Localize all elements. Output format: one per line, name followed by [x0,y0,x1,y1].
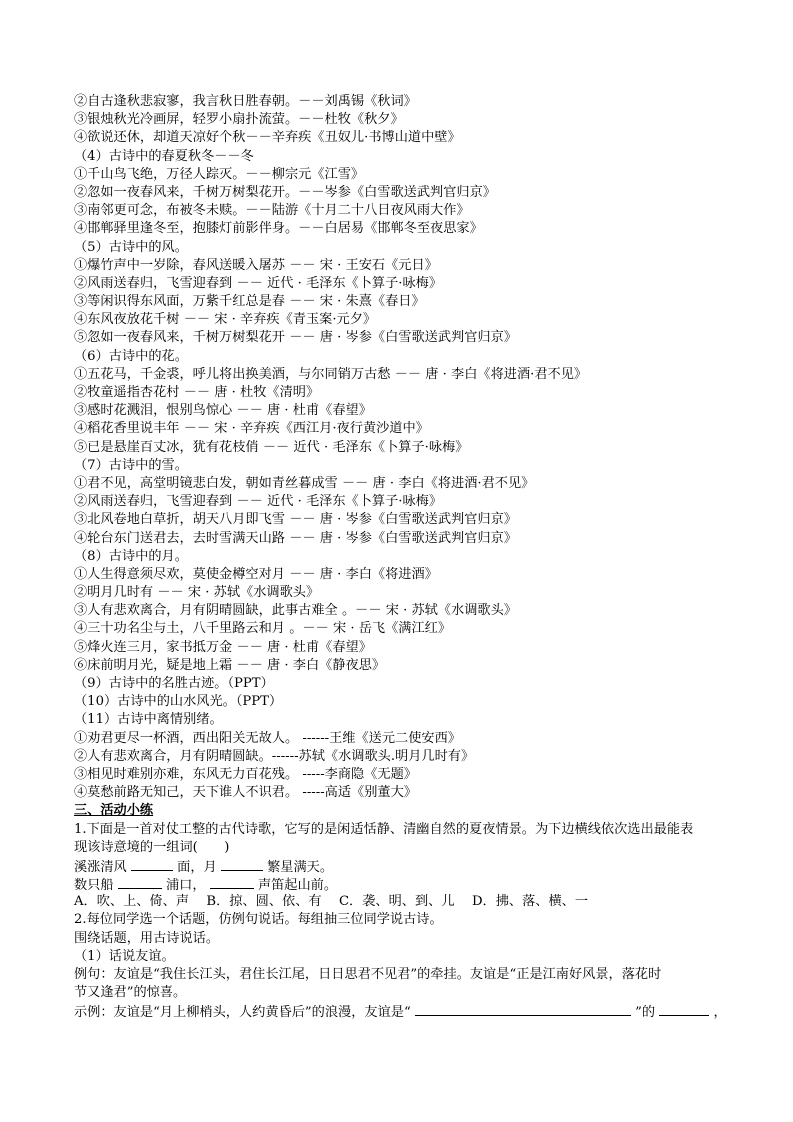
poem-line: ②忽如一夜春风来，千树万树梨花开。－－岑参《白雪歌送武判官归京》 [74,184,496,200]
poem-line: ②牧童遥指杏花村 －－ 唐 · 杜牧《清明》 [74,385,320,400]
poem-line: ⑥床前明月光，疑是地上霜 －－ 唐 · 李白《静夜思》 [74,657,386,673]
subheading: （7）古诗中的雪。 [74,457,188,473]
poem-line: ⑤忽如一夜春风来，千树万树梨花开 －－ 唐 · 岑参《白雪歌送武判官归京》 [74,330,517,346]
fill-row [74,857,734,875]
poem-line: ④稻花香里说丰年 －－ 宋 · 辛弃疾《西江月·夜行黄沙道中》 [74,421,429,437]
example-text: 节又逢君”的惊喜。 [74,985,187,1001]
subheading: （8）古诗中的月。 [74,548,188,564]
poem-line: ④东风夜放花千树 －－ 宋 · 辛弃疾《青玉案·元夕》 [74,312,377,328]
poem-list [74,93,734,802]
subheading: （5）古诗中的风。 [74,239,188,255]
poem-line: ①人生得意须尽欢，莫使金樽空对月 －－ 唐 · 李白《将进酒》 [74,566,438,582]
answer-blank[interactable] [221,857,263,871]
answer-blank[interactable] [210,875,254,889]
question-stem: 1.下面是一首对仗工整的古代诗歌，它写的是闲适恬静、清幽自然的夏夜情景。为下边横线依次选出最能表 [74,821,694,837]
question-stem: 2.每位同学选一个话题，仿例句说话。每组抽三位同学说古诗。 [74,912,443,928]
poem-line: ④三十功名尘与土，八千里路云和月 。－－ 宋 · 岳飞《满江红》 [74,621,452,637]
demo-text: ”的 [635,1005,656,1021]
topic-heading: （1）话说友谊。 [74,948,175,964]
answer-blank[interactable] [118,875,162,889]
poem-line: ①爆竹声中一岁除，春风送暖入屠苏 －－ 宋 · 王安石《元日》 [74,257,438,273]
answer-options: A．吹、上、倚、声 B．掠、圆、依、有 C．袭、明、到、儿 D．拂、落、横、一 [74,894,589,910]
poem-line: ②明月几时有 －－ 宋 · 苏轼《水调歌头》 [74,585,320,601]
poem-line: ②风雨送春归，飞雪迎春到 －－ 近代 · 毛泽东《卜算子·咏梅》 [74,494,443,510]
fill-text: 声笛起山前。 [257,878,338,894]
question-1 [74,821,734,912]
fill-text: 繁星满天。 [267,859,334,875]
subheading: （11）古诗中离情别绪。 [74,712,223,728]
demo-row [74,1002,734,1020]
subheading: （6）古诗中的花。 [74,348,188,364]
subheading: （4）古诗中的春夏秋冬－－冬 [74,148,254,164]
poem-line: ④邯郸驿里逢冬至，抱膝灯前影伴身。－－白居易《邯郸冬至夜思家》 [74,221,483,237]
poem-line: ①五花马，千金裘，呼儿将出换美酒，与尔同销万古愁 －－ 唐 · 李白《将进酒·君不见》 [74,366,588,382]
poem-line: ③感时花溅泪，恨别鸟惊心 －－ 唐 · 杜甫《春望》 [74,403,372,419]
poem-line: ④轮台东门送君去，去时雪满天山路 －－ 唐 · 岑参《白雪歌送武判官归京》 [74,530,517,546]
poem-line: ①君不见，高堂明镜悲白发，朝如青丝暮成雪 －－ 唐 · 李白《将进酒·君不见》 [74,475,535,491]
poem-line: ④莫愁前路无知己，天下谁人不识君。 -----高适《别董大》 [74,785,417,801]
poem-line: ③北风卷地白草折，胡天八月即飞雪 －－ 唐 · 岑参《白雪歌送武判官归京》 [74,512,517,528]
answer-blank[interactable] [415,1002,631,1016]
demo-text: 示例：友谊是“月上柳梢头，人约黄昏后”的浪漫，友谊是“ [74,1005,411,1021]
poem-line: ②风雨送春归，飞雪迎春到 －－ 近代 · 毛泽东《卜算子·咏梅》 [74,275,443,291]
poem-line: ⑤已是悬崖百丈冰，犹有花枝俏 －－ 近代 · 毛泽东《卜算子·咏梅》 [74,439,469,455]
poem-line: ①劝君更尽一杯酒，西出阳关无故人。 ------王维《送元二使安西》 [74,730,461,746]
fill-text: 数只船 [74,878,114,894]
poem-line: ③南邻更可念，布被冬未赎。－－陆游《十月二十八日夜风雨大作》 [74,203,470,219]
document-page [74,93,734,1021]
subheading: （9）古诗中的名胜古迹。（PPT） [74,676,274,691]
fill-row [74,875,734,893]
fill-text: 溪涨清风 [74,859,127,875]
question-2 [74,911,734,1020]
poem-line: ④欲说还休，却道天凉好个秋－－辛弃疾《丑奴儿·书博山道中壁》 [74,130,461,146]
answer-blank[interactable] [659,1002,709,1016]
poem-line: ②人有悲欢离合，月有阴晴圆缺。------苏轼《水调歌头.明月几时有》 [74,748,475,764]
poem-line: ③相见时难别亦难，东风无力百花残。 -----李商隐《无题》 [74,766,417,782]
section-title: 三、活动小练 [74,803,154,819]
fill-text: 浦口， [165,878,206,894]
demo-text: ， [713,1005,727,1021]
fill-text: 面，月 [177,859,217,875]
poem-line: ②自古逢秋悲寂寥，我言秋日胜春朝。－－刘禹锡《秋词》 [74,94,417,109]
subheading: （10）古诗中的山水风光。（PPT） [74,694,283,710]
poem-line: ③银烛秋光冷画屏，轻罗小扇扑流萤。－－杜牧《秋夕》 [74,112,404,128]
question-stem: 现该诗意境的一组词( ) [74,839,230,855]
example-text: 例句：友谊是“我住长江头，君住长江尾，日日思君不见君”的牵挂。友谊是“正是江南好风景，落花时 [74,967,662,982]
poem-line: ③等闲识得东风面，万紫千红总是春 －－ 宋 · 朱熹《春日》 [74,294,425,310]
poem-line: ①千山鸟飞绝，万径人踪灭。－－柳宗元《江雪》 [74,166,365,182]
answer-blank[interactable] [131,857,173,871]
poem-line: ⑤烽火连三月，家书抵万金 －－ 唐 · 杜甫《春望》 [74,639,372,655]
instruction: 围绕话题，用古诗说话。 [74,930,220,946]
poem-line: ③人有悲欢离合，月有阴晴圆缺，此事古难全 。－－ 宋 · 苏轼《水调歌头》 [74,603,517,619]
